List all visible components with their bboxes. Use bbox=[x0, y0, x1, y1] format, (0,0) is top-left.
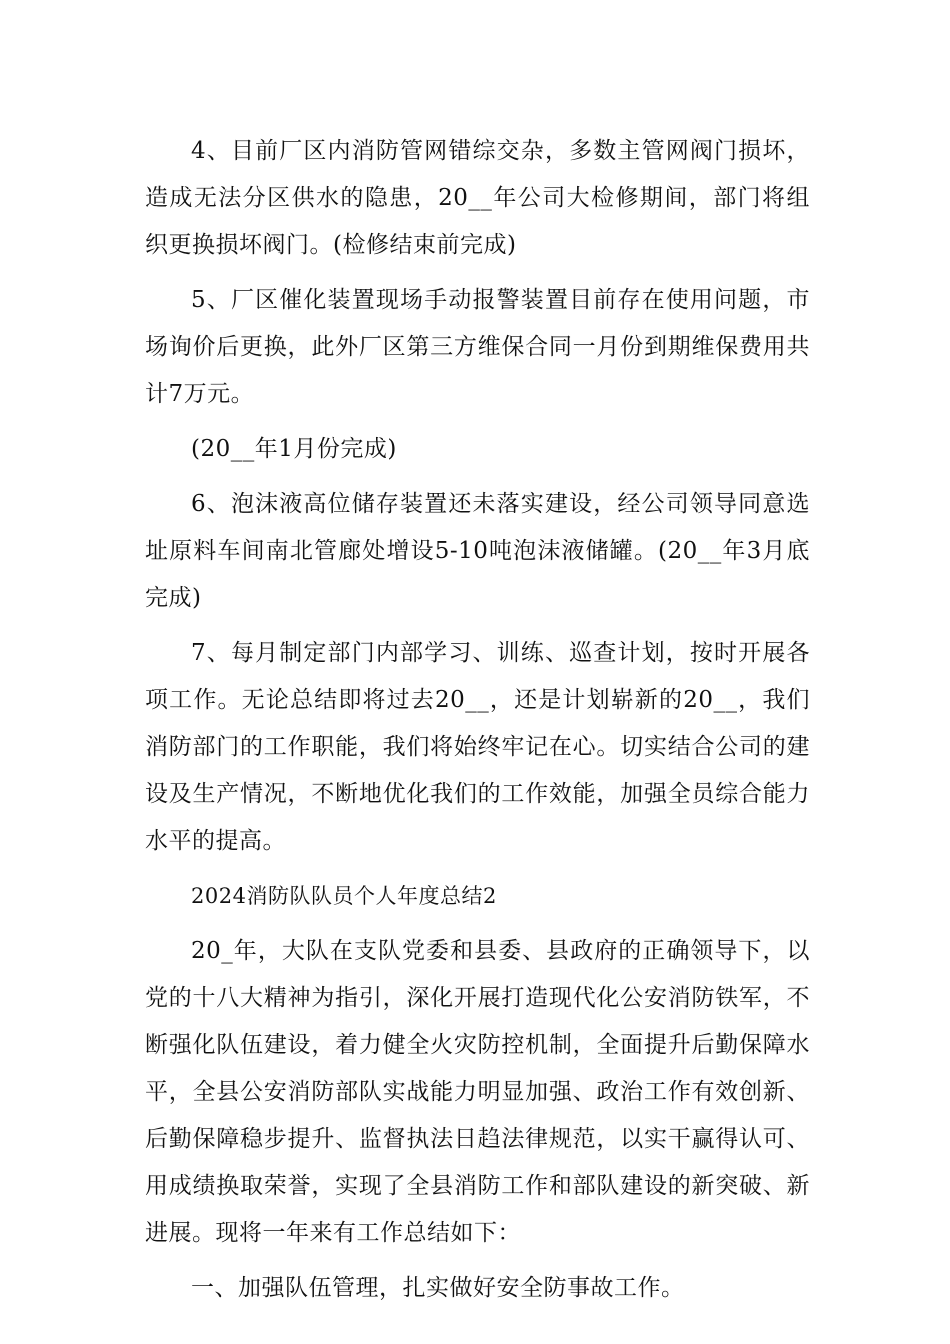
paragraph-summary-intro: 20_年，大队在支队党委和县委、县政府的正确领导下，以党的十八大精神为指引，深化开展打造现代化公安消防铁军，不断强化队伍建设，着力健全火灾防控机制，全面提升后勤保障水平，全县公安消防部队实战能力明显加强、政治工作有效创新、后勤保障稳步提升、监督执法日趋法律规范，以实干赢得认可、用成绩换取荣誉，实现了全县消防工作和部队建设的新突破、新进展。现将一年来有工作总结如下： bbox=[145, 938, 810, 1246]
section-heading: 2024消防队队员个人年度总结2 bbox=[191, 884, 497, 908]
paragraph-item-7: 7、每月制定部门内部学习、训练、巡查计划，按时开展各项工作。无论总结即将过去20__，还是计划崭新的20__，我们消防部门的工作职能，我们将始终牢记在心。切实结合公司的建设及生产情况，不断地优化我们的工作效能，加强全员综合能力水平的提高。 bbox=[145, 640, 810, 854]
paragraph-completion-note: (20__年1月份完成) bbox=[191, 436, 397, 462]
paragraph-item-5: 5、厂区催化装置现场手动报警装置目前存在使用问题，市场询价后更换，此外厂区第三方维保合同一月份到期维保费用共计7万元。 bbox=[145, 287, 810, 407]
paragraph-item-4: 4、目前厂区内消防管网错综交杂，多数主管网阀门损坏，造成无法分区供水的隐患，20__年公司大检修期间，部门将组织更换损坏阀门。(检修结束前完成) bbox=[145, 138, 810, 258]
paragraph-section-one: 一、加强队伍管理，扎实做好安全防事故工作。 bbox=[191, 1275, 685, 1301]
paragraph-item-6: 6、泡沫液高位储存装置还未落实建设，经公司领导同意选址原料车间南北管廊处增设5-10吨泡沫液储罐。(20__年3月底完成) bbox=[145, 491, 810, 611]
document-body bbox=[145, 128, 810, 1320]
